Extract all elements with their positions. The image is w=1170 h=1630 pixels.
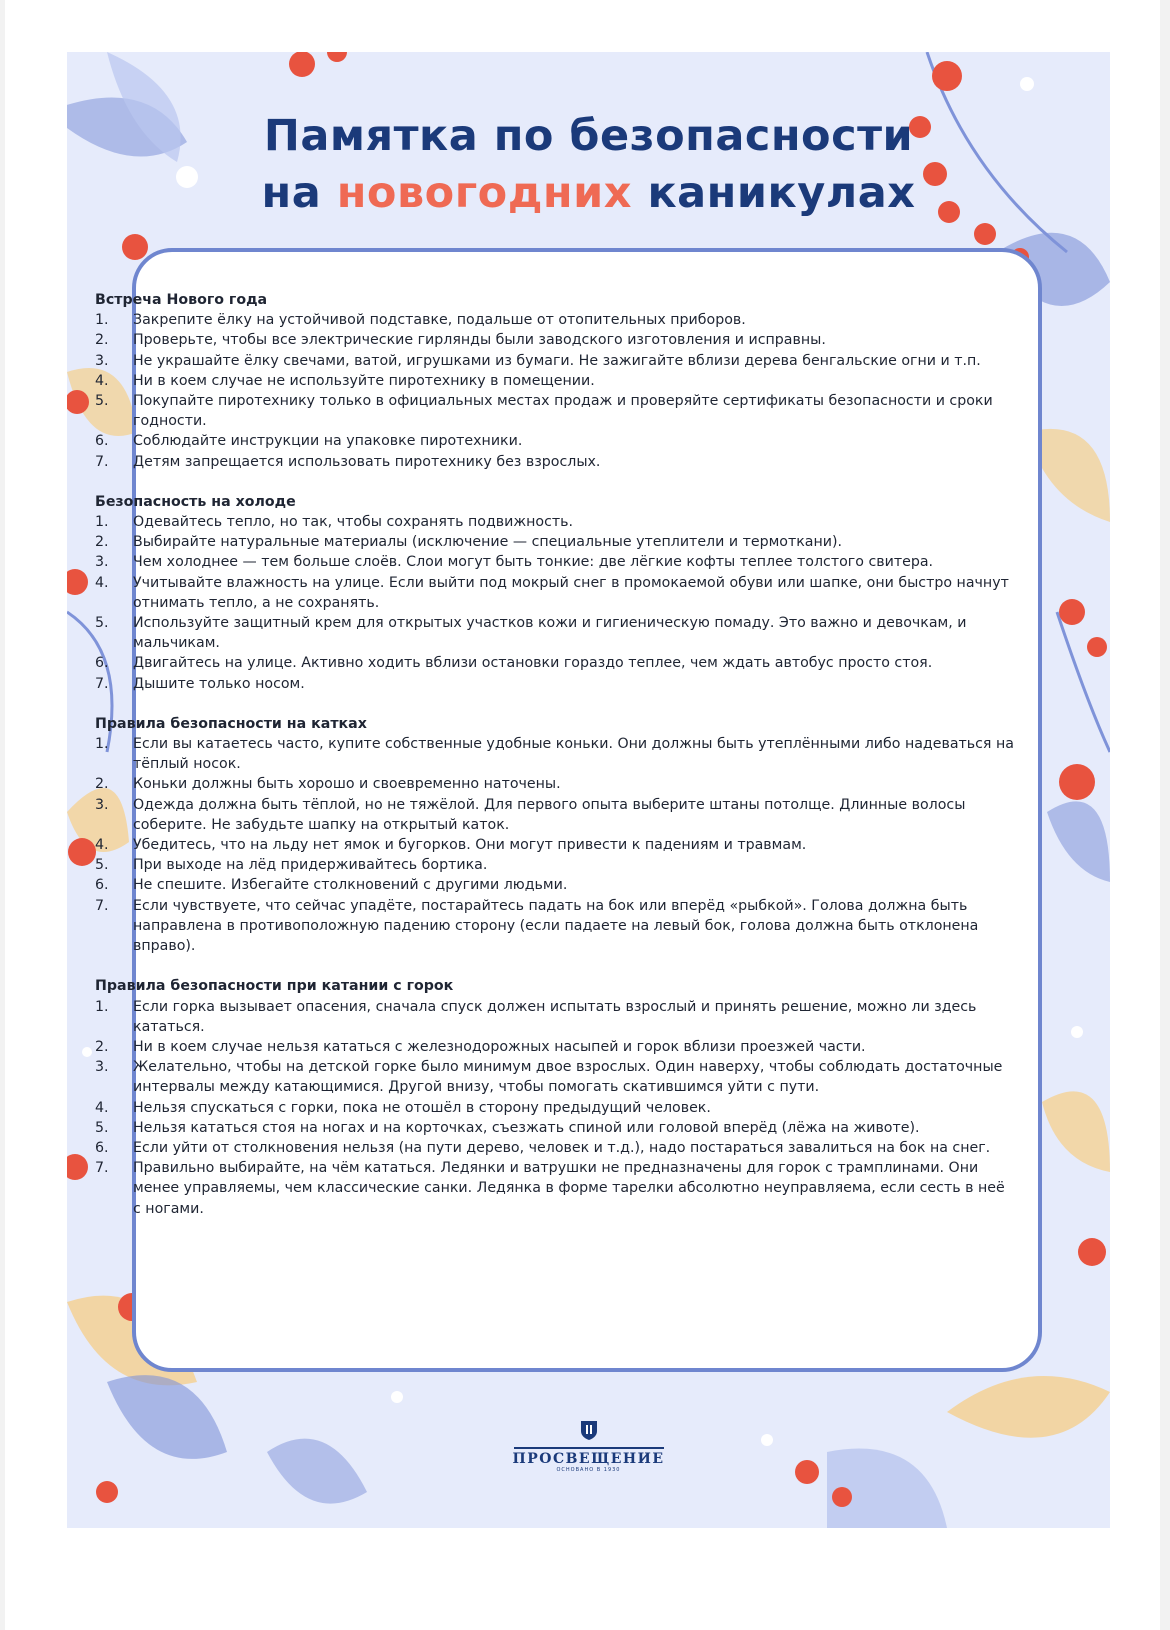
title-accent-word: новогодних [336, 168, 633, 218]
title-line-2-prefix: на [261, 168, 337, 218]
list-item [95, 330, 1015, 350]
item-number: 3. [95, 1059, 109, 1076]
list-item [95, 734, 1015, 774]
item-text: Используйте защитный крем для открытых участков кожи и гигиеническую помаду. Это важно и девочкам, и мальчикам. [133, 615, 967, 652]
list-item [95, 855, 1015, 875]
item-number: 7. [95, 675, 109, 692]
list-item [95, 674, 1015, 694]
item-number: 1. [95, 998, 109, 1015]
item-number: 1. [95, 514, 109, 531]
section-slopes [95, 976, 1015, 1218]
item-text: Проверьте, чтобы все электрические гирлянды были заводского изготовления и исправны. [133, 332, 826, 349]
publisher-logo [67, 1419, 1110, 1473]
shield-icon [578, 1419, 600, 1441]
list-item [95, 310, 1015, 330]
item-number: 5. [95, 857, 109, 874]
item-number: 4. [95, 372, 109, 389]
section-title: Правила безопасности на катках [95, 715, 367, 732]
rules-list [95, 512, 1015, 694]
item-number: 5. [95, 393, 109, 410]
list-item [95, 351, 1015, 371]
item-number: 6. [95, 655, 109, 672]
item-number: 4. [95, 1099, 109, 1116]
item-text: Не украшайте ёлку свечами, ватой, игрушками из бумаги. Не зажигайте вблизи дерева бенгальские огни и т.п. [133, 352, 981, 369]
item-number: 6. [95, 433, 109, 450]
item-text: Выбирайте натуральные материалы (исключение — специальные утеплители и термоткани). [133, 534, 843, 551]
item-number: 2. [95, 332, 109, 349]
item-text: Закрепите ёлку на устойчивой подставке, подальше от отопительных приборов. [133, 312, 746, 329]
list-item [95, 613, 1015, 653]
safety-content [95, 290, 1015, 1239]
page-title [67, 108, 1110, 222]
item-text: Ни в коем случае нельзя кататься с железнодорожных насыпей и горок вблизи проезжей части. [133, 1038, 866, 1055]
list-item [95, 1138, 1015, 1158]
item-text: Если чувствуете, что сейчас упадёте, постарайтесь падать на бок или вперёд «рыбкой». Голова должна быть направлена в противоположную падению сторону (если падаете на левый бок, голова должна быть отклонена вправо). [133, 897, 979, 955]
rules-list [95, 734, 1015, 956]
item-text: Учитывайте влажность на улице. Если выйти под мокрый снег в промокаемой обуви или шапке, они быстро начнут отнимать тепло, а не сохранять. [133, 574, 1009, 611]
item-text: Если горка вызывает опасения, сначала спуск должен испытать взрослый и принять решение, можно ли здесь кататься. [133, 998, 977, 1035]
item-number: 3. [95, 352, 109, 369]
list-item [95, 774, 1015, 794]
list-item [95, 795, 1015, 835]
item-text: Двигайтесь на улице. Активно ходить вблизи остановки гораздо теплее, чем ждать автобус просто стоя. [133, 655, 933, 672]
title-line-2-suffix: каникулах [632, 168, 916, 218]
item-number: 3. [95, 554, 109, 571]
item-number: 1. [95, 312, 109, 329]
item-number: 1. [95, 736, 109, 753]
item-number: 2. [95, 534, 109, 551]
list-item [95, 875, 1015, 895]
item-number: 5. [95, 1119, 109, 1136]
section-new-year [95, 290, 1015, 472]
item-text: Не спешите. Избегайте столкновений с другими людьми. [133, 877, 568, 894]
list-item [95, 391, 1015, 431]
list-item [95, 552, 1015, 572]
page-sheet [5, 0, 1160, 1630]
logo-subtitle: ОСНОВАНО В 1930 [556, 1467, 621, 1473]
item-text: Нельзя спускаться с горки, пока не отошёл в сторону предыдущий человек. [133, 1099, 711, 1116]
title-line-1: Памятка по безопасности [263, 111, 914, 161]
item-number: 2. [95, 776, 109, 793]
list-item [95, 512, 1015, 532]
item-text: Чем холоднее — тем больше слоёв. Слои могут быть тонкие: две лёгкие кофты теплее толстого свитера. [133, 554, 934, 571]
logo-name: ПРОСВЕЩЕНИЕ [512, 1451, 665, 1467]
list-item [95, 1118, 1015, 1138]
section-rinks [95, 714, 1015, 956]
list-item [95, 1098, 1015, 1118]
list-item [95, 431, 1015, 451]
item-number: 4. [95, 574, 109, 591]
item-number: 5. [95, 615, 109, 632]
item-number: 7. [95, 1160, 109, 1177]
section-title: Встреча Нового года [95, 292, 268, 308]
rules-list [95, 310, 1015, 472]
item-text: Желательно, чтобы на детской горке было минимум двое взрослых. Один наверху, чтобы соблюдать достаточные интервалы между катающимися. Другой внизу, чтобы помогать скатившимся уйти с пути. [133, 1059, 1003, 1096]
rules-list [95, 997, 1015, 1219]
list-item [95, 452, 1015, 472]
list-item [95, 532, 1015, 552]
item-text: Ни в коем случае не используйте пиротехнику в помещении. [133, 372, 595, 389]
section-title: Правила безопасности при катании с горок [95, 978, 454, 995]
item-text: Нельзя кататься стоя на ногах и на корточках, съезжать спиной или головой вперёд (лёжа на животе). [133, 1119, 920, 1136]
list-item [95, 835, 1015, 855]
list-item [95, 997, 1015, 1037]
list-item [95, 1057, 1015, 1097]
item-text: Дышите только носом. [133, 675, 305, 692]
item-text: Коньки должны быть хорошо и своевременно наточены. [133, 776, 561, 793]
section-title: Безопасность на холоде [95, 493, 296, 510]
item-text: Детям запрещается использовать пиротехнику без взрослых. [133, 453, 601, 470]
list-item [95, 371, 1015, 391]
list-item [95, 573, 1015, 613]
item-number: 4. [95, 837, 109, 854]
list-item [95, 1158, 1015, 1219]
item-text: Одевайтесь тепло, но так, чтобы сохранять подвижность. [133, 514, 574, 531]
item-number: 2. [95, 1038, 109, 1055]
item-text: При выходе на лёд придерживайтесь бортика. [133, 857, 488, 874]
item-text: Если уйти от столкновения нельзя (на пути дерево, человек и т.д.), надо постараться завалиться на бок на снег. [133, 1139, 991, 1156]
section-cold [95, 492, 1015, 694]
item-text: Соблюдайте инструкции на упаковке пиротехники. [133, 433, 523, 450]
item-text: Убедитесь, что на льду нет ямок и бугорков. Они могут привести к падениям и травмам. [133, 837, 807, 854]
item-number: 6. [95, 877, 109, 894]
item-number: 6. [95, 1139, 109, 1156]
item-number: 7. [95, 453, 109, 470]
item-text: Правильно выбирайте, на чём кататься. Ледянки и ватрушки не предназначены для горок с трамплинами. Они менее управляемы, чем классические санки. Ледянка в форме тарелки абсолютно неуправляема, если сесть в неё с ногами. [133, 1160, 1005, 1217]
item-number: 3. [95, 796, 109, 813]
title-line-2 [67, 165, 1110, 222]
item-number: 7. [95, 897, 109, 914]
list-item [95, 1037, 1015, 1057]
item-text: Если вы катаетесь часто, купите собственные удобные коньки. Они должны быть утеплёнными либо надеваться на тёплый носок. [133, 736, 1014, 773]
item-text: Одежда должна быть тёплой, но не тяжёлой. Для первого опыта выберите штаны потолще. Длинные волосы соберите. Не забудьте шапку на открытый каток. [133, 796, 966, 833]
item-text: Покупайте пиротехнику только в официальных местах продаж и проверяйте сертификаты безопасности и сроки годности. [133, 393, 993, 430]
list-item [95, 896, 1015, 957]
list-item [95, 653, 1015, 673]
